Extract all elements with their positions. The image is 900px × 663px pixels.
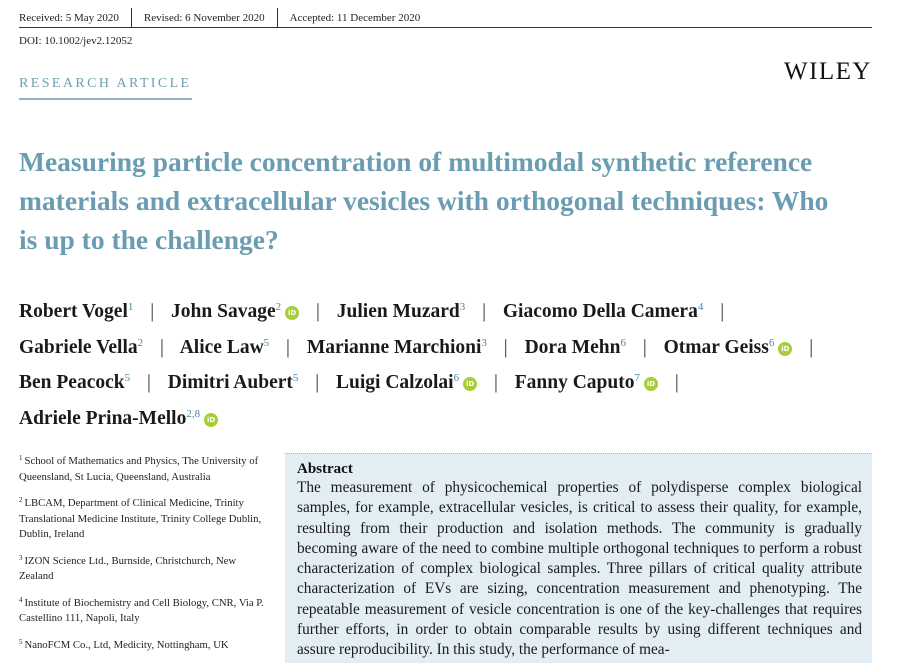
affiliation-number: 3 [19, 553, 23, 562]
affiliation-item [19, 493, 264, 543]
author-label: Gabriele Vella [19, 336, 138, 358]
affiliation-item [19, 635, 264, 654]
orcid-icon[interactable]: iD [204, 413, 218, 427]
affiliation-item [19, 551, 264, 585]
author-name[interactable] [19, 408, 218, 429]
header-rule [19, 27, 872, 28]
author-label: John Savage [171, 301, 276, 322]
affiliation-marker: 3 [459, 301, 466, 313]
affiliation-marker: 2 [275, 301, 282, 313]
author-name[interactable] [19, 337, 143, 358]
date-divider [277, 8, 278, 28]
author-label: Dimitri Aubert [167, 372, 293, 393]
author-separator: | [315, 301, 320, 322]
date-divider [131, 8, 132, 28]
received-date: Received: 5 May 2020 [19, 12, 119, 24]
author-label: Fanny Caputo [514, 372, 635, 393]
author-label: Otmar Geiss [663, 336, 769, 358]
author-label: Alice Law [179, 336, 264, 358]
abstract-heading: Abstract [297, 461, 353, 477]
affiliation-marker: 6 [620, 336, 626, 349]
affiliation-marker: 1 [127, 301, 134, 313]
affiliation-text: Institute of Biochemistry and Cell Biology, CNR, Via P. Castellino 111, Napoli, Italy [19, 596, 264, 624]
affiliation-marker: 2 [137, 336, 144, 349]
author-name[interactable] [19, 301, 133, 322]
affiliation-marker: 6 [768, 336, 775, 349]
author-name[interactable] [168, 372, 299, 393]
affiliation-marker: 6 [453, 372, 460, 384]
author-separator: | [150, 301, 155, 322]
author-name[interactable] [19, 372, 130, 393]
orcid-icon[interactable]: iD [463, 377, 477, 391]
author-label: Dora Mehn [524, 336, 621, 358]
article-dates [19, 8, 420, 28]
affiliation-number: 1 [19, 454, 23, 462]
author-name[interactable] [664, 337, 793, 358]
author-separator: | [146, 372, 151, 393]
author-separator: | [674, 372, 679, 393]
affiliation-marker: 5 [263, 336, 270, 349]
author-name[interactable] [171, 301, 299, 322]
affiliation-text: IZON Science Ltd., Burnside, Christchurch, New Zealand [19, 554, 237, 582]
publisher-logo: WILEY [783, 58, 872, 85]
author-separator: | [503, 336, 508, 358]
affiliation-item [19, 451, 264, 485]
author-name[interactable] [337, 301, 465, 322]
author-name[interactable] [515, 372, 658, 393]
author-separator: | [315, 372, 320, 393]
author-name[interactable] [336, 372, 477, 393]
author-separator: | [720, 301, 725, 322]
author-label: Robert Vogel [19, 301, 128, 322]
orcid-icon[interactable]: iD [778, 342, 792, 356]
affiliation-marker: 4 [697, 301, 704, 313]
author-label: Adriele Prina-Mello [19, 407, 187, 429]
affiliation-text: LBCAM, Department of Clinical Medicine, Trinity Translational Medicine Institute, Trinity College Dublin, Dublin, Ireland [19, 497, 262, 540]
doi[interactable]: DOI: 10.1002/jev2.12052 [19, 35, 133, 47]
author-separator: | [809, 336, 814, 358]
author-separator: | [642, 336, 647, 358]
affiliations [19, 451, 264, 661]
author-name[interactable] [180, 337, 269, 358]
affiliation-item [19, 593, 264, 627]
author-name[interactable] [307, 337, 487, 358]
author-name[interactable] [503, 301, 703, 322]
author-separator: | [160, 336, 164, 358]
affiliation-marker: 2,8 [186, 407, 201, 420]
author-label: Ben Peacock [19, 372, 125, 393]
author-name[interactable] [525, 337, 626, 358]
affiliation-number: 5 [19, 637, 23, 646]
author-separator: | [286, 336, 290, 358]
author-separator: | [493, 372, 498, 393]
revised-date: Revised: 6 November 2020 [143, 12, 265, 24]
author-label: Giacomo Della Camera [502, 301, 698, 322]
affiliation-marker: 5 [292, 372, 299, 384]
author-label: Marianne Marchioni [306, 336, 482, 358]
article-title: Measuring particle concentration of multimodal synthetic reference materials and extracellular vesicles with orthogonal techniques: Who is up to the challenge? [19, 146, 829, 255]
affiliation-marker: 3 [481, 336, 487, 349]
abstract-text: The measurement of physicochemical properties of polydisperse complex biological samples, for example, extracellular vesicles, is critical to assess their quality, for example, resulting from their production and isolation methods. The community is gradually becoming aware of the need to combine multiple orthogonal techniques to perform a robust characterization of complex biological samples. Three pillars of critical quality attribute characterization of EVs are sizing, concentration measurement and phenotyping. The repeatable measurement of vesicle concentration is one of the key-challenges that requires further efforts, in order to obtain comparable results by using different techniques and assure reproducibility. In this study, the performance of mea- [297, 479, 862, 659]
affiliation-marker: 5 [124, 372, 131, 384]
abstract-box [285, 453, 872, 663]
affiliation-number: 4 [19, 595, 23, 604]
author-label: Julien Muzard [336, 301, 460, 322]
author-list [19, 292, 879, 434]
orcid-icon[interactable]: iD [285, 306, 299, 320]
article-type: RESEARCH ARTICLE [19, 76, 192, 100]
author-separator: | [482, 301, 487, 322]
author-label: Luigi Calzolai [336, 372, 454, 393]
accepted-date: Accepted: 11 December 2020 [289, 12, 421, 24]
affiliation-number: 2 [19, 496, 23, 504]
orcid-icon[interactable]: iD [644, 377, 658, 391]
affiliation-text: School of Mathematics and Physics, The University of Queensland, St Lucia, Queensland, Australia [19, 455, 259, 483]
affiliation-text: NanoFCM Co., Ltd, Medicity, Nottingham, UK [24, 638, 229, 651]
affiliation-marker: 7 [634, 372, 640, 384]
